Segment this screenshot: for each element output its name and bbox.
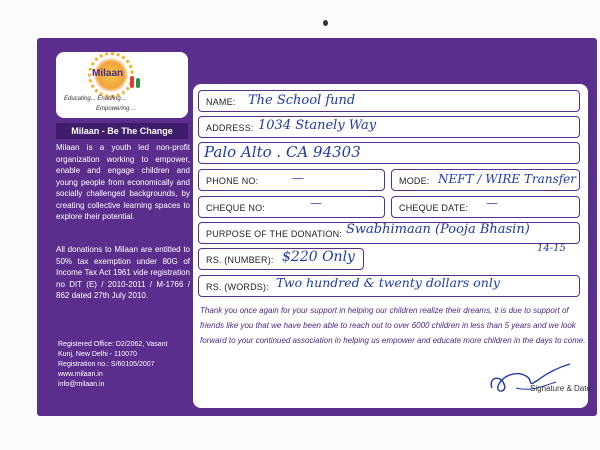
amount-number-label: RS. (NUMBER): [206,255,274,265]
logo-tagline-2: Empowering ... [96,106,137,112]
amount-words-label: RS. (WORDS): [206,282,269,292]
org-title: Milaan - Be The Change [56,123,188,139]
org-address [58,340,192,390]
address-line2: Palo Alto . CA 94303 [204,143,361,161]
email: info@milaan.in [58,381,105,388]
purpose-year: 14-15 [537,243,566,254]
name-label: NAME: [206,97,236,107]
mode-value: NEFT / WIRE Transfer [438,172,577,186]
reg-office-line2: Kunj, New Delhi - 110070 [58,351,137,358]
website: www.milaan.in [58,371,103,378]
phone-label: PHONE NO: [206,176,259,186]
thank-you-note: Thank you once again for your support in helping our children realize their dreams, it is due to support of friends like you that we have been able to reach out to over 6000 children in less than 5 years and we look forward to your continued association in helping us empower and educate more children in the days to come. [200,306,586,345]
address-label: ADDRESS: [206,123,254,133]
logo-tagline: Educating... Enabling... [64,96,126,102]
child-figure-icon [136,78,140,88]
cheque-number-value: — [310,196,322,210]
reg-office-line1: Registered Office: D2/2062, Vasant [58,341,168,348]
mode-label: MODE: [399,176,430,186]
cheque-date-value: — [486,196,498,210]
registration-number: Registration no.: S/60105/2007 [58,361,155,368]
address-field [198,116,580,138]
purpose-value: Swabhimaan (Pooja Bhasin) [346,222,530,237]
name-value: The School fund [248,93,356,108]
amount-words-value: Two hundred & twenty dollars only [276,275,500,290]
cheque-number-label: CHEQUE NO: [206,203,266,213]
logo-name: Milaan [92,68,124,79]
child-figure-icon [130,76,134,88]
phone-value: — [292,171,304,185]
address-line1: 1034 Stanely Way [258,118,377,133]
signature-label: Signature & Date [530,384,591,393]
amount-number-value: $220 Only [282,249,355,265]
org-about: Milaan is a youth led non-profit organization working to empower, enable and engage children and young people from economically and socially challenged backgrounds, by creating collective learning spaces to explore their potential. [56,143,190,221]
purpose-label: PURPOSE OF THE DONATION: [206,229,342,239]
tax-note: All donations to Milaan are entitled to 50% tax exemption under 80G of Income Tax Act 1961 vide registration no DIT (E) / 2010-2011 / M-1766 / 862 dated 27th July 2010. [56,245,190,300]
cheque-date-label: CHEQUE DATE: [399,203,469,213]
punch-dot [323,20,328,26]
milaan-logo [56,52,188,118]
